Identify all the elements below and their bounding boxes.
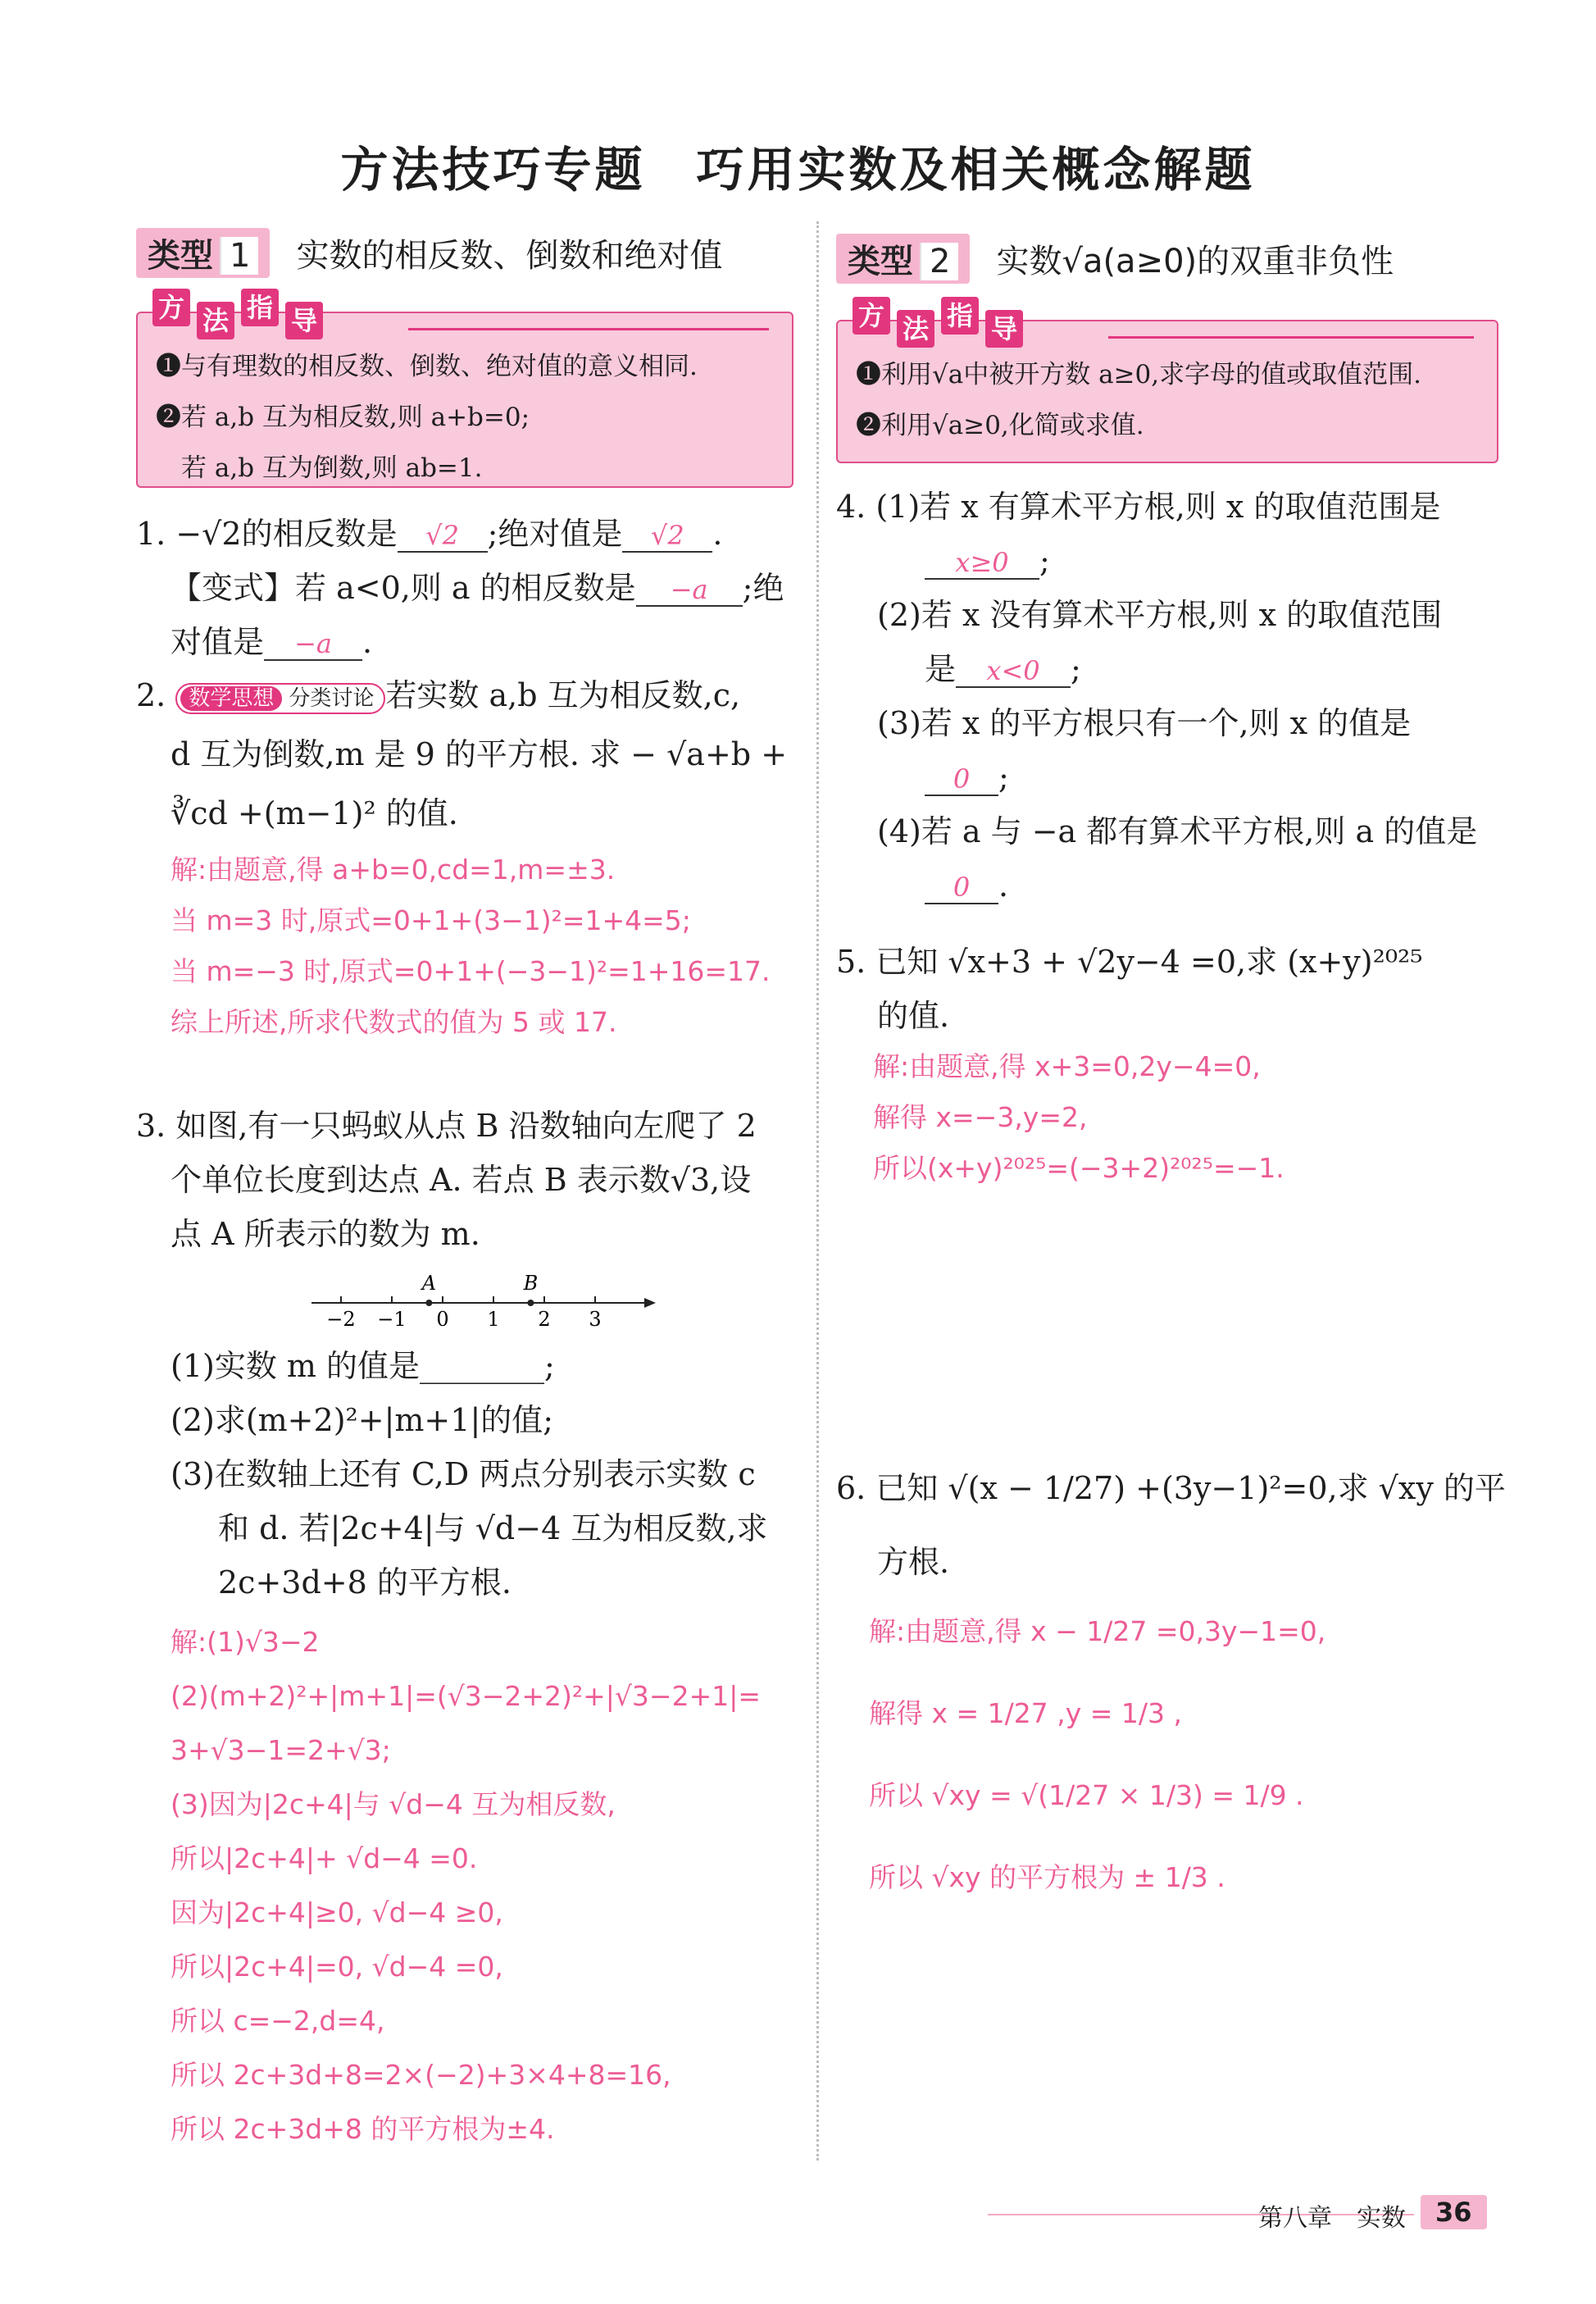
q5-answer: 解:由题意,得 x+3=0,2y−4=0, 解得 x=−3,y=2, 所以(x+y)²⁰²⁵=(−3+2)²⁰²⁵=−1. bbox=[873, 1050, 1285, 1184]
axis-tick-label: 0 bbox=[436, 1308, 449, 1331]
q1: 1. −√2的相反数是 √2 ;绝对值是 √2 . 【变式】若 a<0,则 a 的相反数是 −a ;绝 对值是 −a . bbox=[136, 516, 784, 660]
math-idea-tag: 数学思想 分类讨论 bbox=[175, 683, 385, 714]
type2-guide-box bbox=[836, 300, 1498, 463]
guide-tag: 方 法 指 导 bbox=[152, 289, 323, 339]
guide-line: ❶利用√a中被开方数 a≥0,求字母的值或取值范围. bbox=[856, 360, 1421, 389]
q5: 5. 已知 √x+3 + √2y−4 =0,求 (x+y)²⁰²⁵ 的值. bbox=[836, 944, 1423, 1034]
q3-answer: 解:(1)√3−2 (2)(m+2)²+|m+1|=(√3−2+2)²+|√3−2+1|= 3+√3−1=2+√3; (3)因为|2c+4|与 √d−4 互为相反数, 所以|2c+4|+ √d−4 =0. 因为|2c+4|≥0, √d−4 ≥0, 所以|2c+4|=0, √d−4 =0, 所以 c=−2,d=4, 所以 2c+3d+8=2×(−2)+3×4+8=16, 所以 2c+3d+8 的平方根为±4. bbox=[171, 1626, 761, 2145]
q3: 3. 如图,有一只蚂蚁从点 B 沿数轴向左爬了 2 个单位长度到达点 A. 若点 B 表示数√3,设 点 A 所表示的数为 m. bbox=[136, 1108, 757, 1252]
q2: 2. 数学思想 分类讨论 若实数 a,b 互为相反数,c, d 互为倒数,m 是 9 的平方根. 求 − √a+b + ∛cd +(m−1)² 的值. bbox=[136, 677, 788, 831]
type1-heading bbox=[136, 228, 722, 278]
number-line bbox=[303, 1267, 664, 1332]
q2-answer: 解:由题意,得 a+b=0,cd=1,m=±3. 当 m=3 时,原式=0+1+(3−1)²=1+4=5; 当 m=−3 时,原式=0+1+(−3−1)²=1+16=17. 综上所述,所求代数式的值为 5 或 17. bbox=[171, 854, 771, 1038]
point-b-label: B bbox=[523, 1272, 539, 1295]
axis-tick-label: 2 bbox=[538, 1308, 551, 1331]
guide-line: ❷若 a,b 互为相反数,则 a+b=0; bbox=[156, 403, 530, 432]
page-title: 方法技巧专题 巧用实数及相关概念解题 bbox=[340, 142, 1256, 198]
point-b bbox=[527, 1300, 534, 1306]
axis-tick-label: 1 bbox=[487, 1308, 500, 1331]
type2-title: 实数√a(a≥0)的双重非负性 bbox=[996, 243, 1394, 280]
page-number: 36 bbox=[1421, 2195, 1487, 2229]
point-a bbox=[425, 1300, 432, 1306]
q4: 4. (1)若 x 有算术平方根,则 x 的取值范围是 x≥0 ; (2)若 x 没有算术平方根,则 x 的取值范围 是 x<0 ; (3)若 x 的平方根只有一个,则 x 的值是 0 ; (4)若 a 与 −a 都有算术平方根,则 a 的值是 0 . bbox=[836, 489, 1478, 904]
guide-tag: 方 法 指 导 bbox=[853, 297, 1023, 348]
type1-guide-box bbox=[136, 292, 793, 488]
guide-deco-line bbox=[1108, 336, 1474, 339]
q6: 6. 已知 √(x − 1/27) +(3y−1)²=0,求 √xy 的平 方根. bbox=[836, 1470, 1506, 1580]
q3-sub: (1)实数 m 的值是________; (2)求(m+2)²+|m+1|的值; (3)在数轴上还有 C,D 两点分别表示实数 c 和 d. 若|2c+4|与 √d−4 互为相反数,求 2c+3d+8 的平方根. bbox=[171, 1348, 768, 1601]
type1-title: 实数的相反数、倒数和绝对值 bbox=[296, 237, 723, 275]
type2-heading bbox=[836, 234, 1394, 284]
guide-line: ❷利用√a≥0,化简或求值. bbox=[856, 411, 1144, 440]
type1-badge: 类型 1 bbox=[136, 228, 270, 278]
q6-answer: 解:由题意,得 x − 1/27 =0,3y−1=0, 解得 x = 1/27 ,y = 1/3 , 所以 √xy = √(1/27 × 1/3) = 1/9 . 所以 √xy 的平方根为 ± 1/3 . bbox=[869, 1615, 1326, 1893]
axis-tick-label: −2 bbox=[326, 1308, 356, 1331]
point-a-label: A bbox=[421, 1272, 437, 1295]
footer-chapter: 第八章 实数 bbox=[1258, 2204, 1406, 2233]
column-divider bbox=[816, 221, 819, 2161]
guide-line: 若 a,b 互为倒数,则 ab=1. bbox=[156, 453, 483, 483]
type2-badge: 类型 2 bbox=[836, 234, 970, 284]
guide-deco-line bbox=[408, 328, 769, 330]
axis-tick-label: 3 bbox=[589, 1308, 602, 1331]
axis-tick-label: −1 bbox=[377, 1308, 407, 1331]
guide-line: ❶与有理数的相反数、倒数、绝对值的意义相同. bbox=[156, 352, 698, 381]
